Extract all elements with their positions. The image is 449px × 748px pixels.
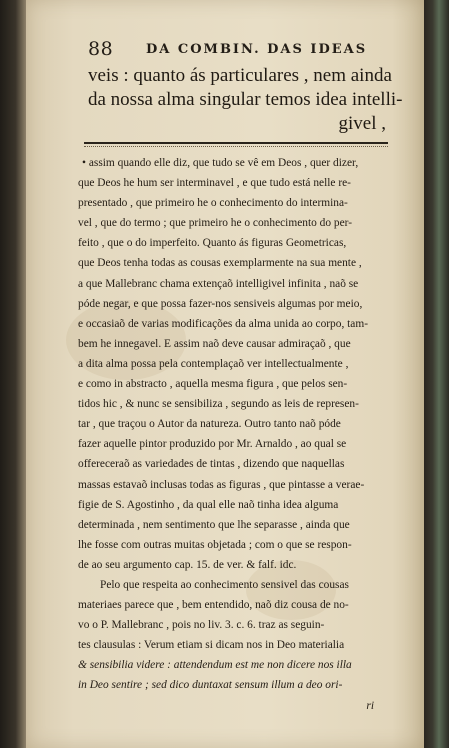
footnote-block: [78, 153, 388, 716]
facing-page-edge: [0, 0, 26, 748]
footnote-line: figie de S. Agostinho , da qual elle naõ tinha idea alguma: [78, 498, 339, 511]
footnote-line: e occasiaõ de varias modificações da alma unida ao corpo, tam-: [78, 317, 369, 330]
footnote-line: tar , que traçou o Autor da natureza. Outro tanto naõ póde: [78, 418, 341, 431]
book-spine: [424, 0, 449, 748]
running-head-title: DA COMBIN. DAS IDEAS: [146, 42, 368, 57]
footnote-line: fazer aquelle pintor produzido por Mr. Arnaldo , ao qual se: [78, 438, 347, 451]
footnote-paragraph-line: tes clausulas : Verum etiam si dicam nos in Deo materialia: [78, 639, 345, 652]
footnote-line: lhe fosse com outras muitas objetada ; com o que se respon-: [78, 538, 352, 551]
main-text-carryover: [88, 64, 403, 136]
page-number: 88: [88, 38, 114, 60]
footnote-line: que Deos tenha todas as cousas exemplarmente na sua mente ,: [78, 257, 362, 270]
footnote-line: a que Mallebranc chama extençaõ intelligivel infinita , naõ se: [78, 277, 359, 290]
footnote-line: póde negar, e que possa fazer-nos sensiveis algumas por meio,: [78, 297, 363, 310]
footnote-paragraph-line: Pelo que respeita ao conhecimento sensivel das cousas: [100, 578, 349, 591]
footnote-line: massas estavaõ inclusas todas as figuras , que pintasse a verae-: [78, 478, 365, 491]
footnote-latin-quote-line: & sensibilia videre : attendendum est me non dicere nos illa: [78, 659, 352, 672]
footnote-line: a dita alma possa pela contemplaçaõ ver intellectualmente ,: [78, 357, 349, 370]
footnote-latin-quote-line: in Deo sentire ; sed dico duntaxat sensum illum a deo ori-: [78, 679, 343, 692]
footnote-line: determinada , nem sentimento que lhe separasse , ainda que: [78, 518, 350, 531]
footnote-separator-dotted-rule: [84, 146, 388, 147]
footnote-separator-rule: [84, 142, 388, 144]
main-text-line: da nossa alma singular temos idea intelli-: [88, 89, 403, 110]
footnote-line: offereceraõ as variedades de tintas , dizendo que naquellas: [78, 458, 345, 471]
footnote-paragraph-line: materiaes parece que , bem entendido, naõ diz cousa de no-: [78, 599, 349, 612]
footnote-line: • assim quando elle diz, que tudo se vê em Deos , quer dizer,: [82, 157, 359, 169]
footnote-paragraph-line: vo o P. Mallebranc , pois no liv. 3. c. 6. traz as seguin-: [78, 619, 325, 632]
footnote-line: vel , que do termo ; que primeiro he o conhecimento do per-: [78, 217, 353, 230]
footnote-catchword: ri: [366, 699, 374, 712]
footnote-line: presentado , que primeiro he o conhecimento do intermina-: [78, 197, 348, 210]
footnote-line: feito , que o do imperfeito. Quanto ás figuras Geometricas,: [78, 237, 347, 250]
main-text-line: givel ,: [338, 113, 386, 134]
footnote-line: tidos hic , & nunc se sensibiliza , segundo as leis de represen-: [78, 398, 359, 411]
footnote-line: de ao seu argumento cap. 15. de ver. & falf. idc.: [78, 558, 297, 571]
main-text-line: veis : quanto ás particulares , nem ainda: [88, 65, 392, 86]
footnote-line: que Deos he hum ser interminavel , e que tudo está nelle re-: [78, 177, 351, 190]
footnote-line: e como in abstracto , aquella mesma figura , que pelos sen-: [78, 378, 348, 391]
footnote-line: bem he innegavel. E assim naõ deve causar admiraçaõ , que: [78, 337, 351, 350]
